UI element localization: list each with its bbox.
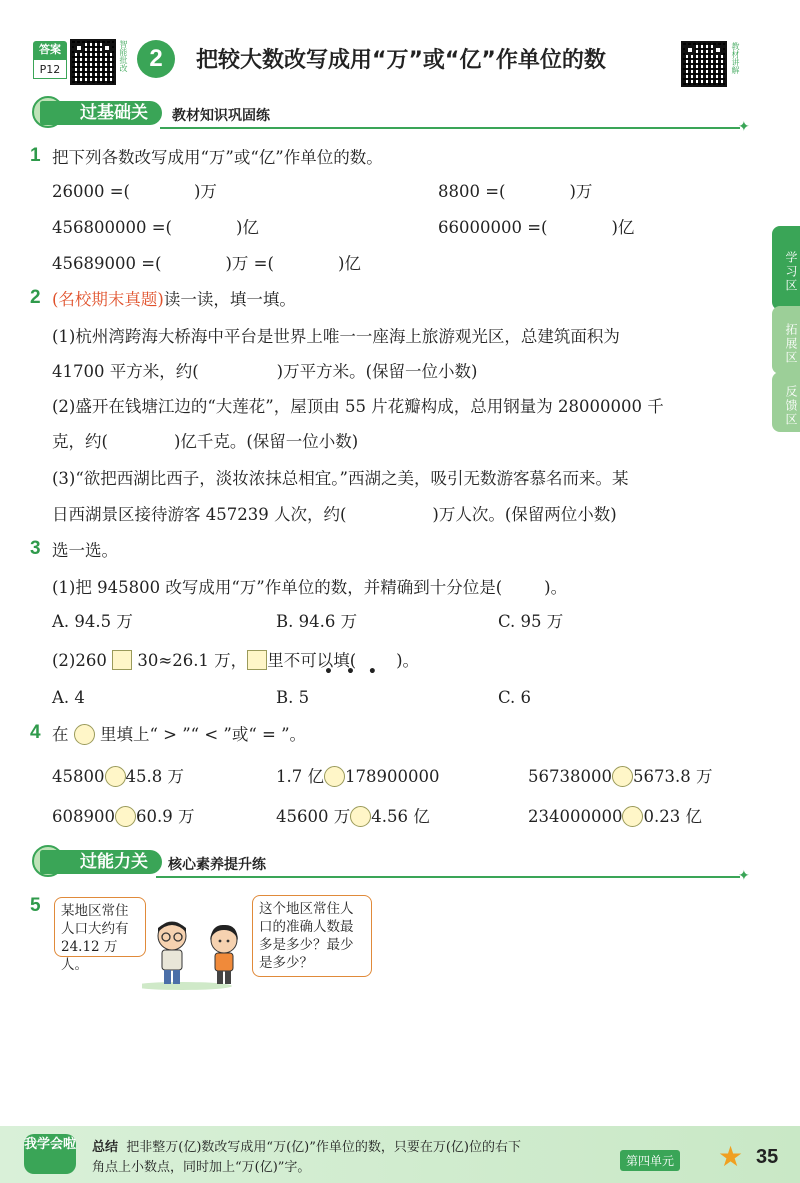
question-number: 4 <box>30 722 41 743</box>
side-tab-feedback[interactable]: 反馈区 <box>772 372 800 432</box>
question-stem: (名校期末真题)读一读，填一填。 <box>52 290 296 309</box>
lesson-number-badge <box>137 40 175 78</box>
unit-label: 第四单元 <box>620 1150 680 1171</box>
question-stem: 在 里填上“ > ”“ < ”或“ = ”。 <box>52 725 307 744</box>
q1-item: 8800 =( )万 <box>438 182 593 201</box>
qr-code-right[interactable] <box>681 41 727 87</box>
option-b[interactable]: B. 5 <box>276 688 310 707</box>
qr-code-left[interactable] <box>70 39 116 85</box>
compare-item: 45800 45.8 万 <box>52 767 184 786</box>
page-title: 把较大数改写成用“万”或“亿”作单位的数 <box>196 48 606 73</box>
qr-right-caption: 教材讲解 <box>731 42 740 74</box>
fill-square[interactable] <box>112 650 132 670</box>
section-divider <box>156 876 740 878</box>
q1-item: 26000 =( )万 <box>52 182 217 201</box>
section-banner-ability: 过能力关 <box>40 850 162 874</box>
question-number: 2 <box>30 287 41 308</box>
question-stem: 选一选。 <box>52 541 118 560</box>
answer-label: 答案 <box>33 41 67 59</box>
q2-part1-line1: (1)杭州湾跨海大桥海中平台是世界上唯一一座海上旅游观光区，总建筑面积为 <box>52 327 620 346</box>
question-stem: 把下列各数改写成用“万”或“亿”作单位的数。 <box>52 148 383 167</box>
section-banner-basic: 过基础关 <box>40 101 162 125</box>
q2-part2-line2: 克，约( )亿千克。(保留一位小数) <box>52 432 359 451</box>
section-divider <box>160 127 740 129</box>
q2-part3-line1: (3)“欲把西湖比西子，淡妆浓抹总相宜。”西湖之美，吸引无数游客慕名而来。某 <box>52 469 629 488</box>
q3-sub2: (2)260 30≈26.1 万， 里不可以填( )。 <box>52 651 420 670</box>
speech-bubble-left: 某地区常住人口大约有24.12 万人。 <box>54 897 146 957</box>
q1-item: 456800000 =( )亿 <box>52 218 259 237</box>
compare-circle[interactable] <box>115 806 136 827</box>
section-subtitle-basic: 教材知识巩固练 <box>172 108 270 124</box>
fill-square[interactable] <box>247 650 267 670</box>
option-a[interactable]: A. 4 <box>52 688 85 707</box>
leaf-icon: ✦ <box>738 119 750 135</box>
section-subtitle-ability: 核心素养提升练 <box>168 857 266 873</box>
compare-circle[interactable] <box>324 766 345 787</box>
side-tab-extend[interactable]: 拓展区 <box>772 306 800 374</box>
compare-circle[interactable] <box>612 766 633 787</box>
compare-circle[interactable] <box>350 806 371 827</box>
q2-part1-line2: 41700 平方米，约( )万平方米。(保留一位小数) <box>52 362 478 381</box>
qr-left-caption: 智能批改 <box>119 40 128 72</box>
compare-item: 234000000 0.23 亿 <box>528 807 702 826</box>
compare-item: 45600 万 4.56 亿 <box>276 807 430 826</box>
question-number: 1 <box>30 145 41 166</box>
option-c[interactable]: C. 95 万 <box>498 612 564 631</box>
q1-item: 45689000 =( )万 =( )亿 <box>52 254 361 273</box>
compare-circle[interactable] <box>105 766 126 787</box>
lesson-number: 2 <box>149 45 163 72</box>
children-illustration <box>142 918 252 990</box>
leaf-icon: ✦ <box>738 868 750 884</box>
summary-label: 总结 <box>92 1140 119 1155</box>
option-c[interactable]: C. 6 <box>498 688 532 707</box>
option-a[interactable]: A. 94.5 万 <box>52 612 133 631</box>
emphasis-dots: ••• <box>324 664 390 680</box>
q1-item: 66000000 =( )亿 <box>438 218 635 237</box>
page-number: 35 <box>756 1146 779 1168</box>
compare-circle[interactable] <box>622 806 643 827</box>
q2-part2-line1: (2)盛开在钱塘江边的“大莲花”，屋顶由 55 片花瓣构成，总用钢量为 28000000 千 <box>52 397 664 416</box>
compare-item: 608900 60.9 万 <box>52 807 195 826</box>
star-icon: ★ <box>718 1140 744 1173</box>
question-number: 5 <box>30 895 41 916</box>
summary-badge: 我学会啦 <box>24 1134 76 1174</box>
q3-sub1: (1)把 945800 改写成用“万”作单位的数，并精确到十分位是( )。 <box>52 578 568 597</box>
speech-bubble-right: 这个地区常住人口的准确人数最多是多少？最少是多少？ <box>252 895 372 977</box>
compare-circle <box>74 724 95 745</box>
source-tag: (名校期末真题) <box>52 290 164 309</box>
side-tab-study[interactable]: 学习区 <box>772 226 800 310</box>
compare-item: 1.7 亿 178900000 <box>276 767 440 786</box>
summary-text: 总结 把非整万(亿)数改写成用“万(亿)”作单位的数，只要在万(亿)位的右下 角点上小数点，同时加上“万(亿)”字。 <box>92 1140 522 1175</box>
option-b[interactable]: B. 94.6 万 <box>276 612 358 631</box>
answer-page: P12 <box>33 59 67 79</box>
q2-part3-line2: 日西湖景区接待游客 457239 人次，约( )万人次。(保留两位小数) <box>52 505 617 524</box>
answer-badge <box>33 41 67 83</box>
question-number: 3 <box>30 538 41 559</box>
compare-item: 56738000 5673.8 万 <box>528 767 713 786</box>
